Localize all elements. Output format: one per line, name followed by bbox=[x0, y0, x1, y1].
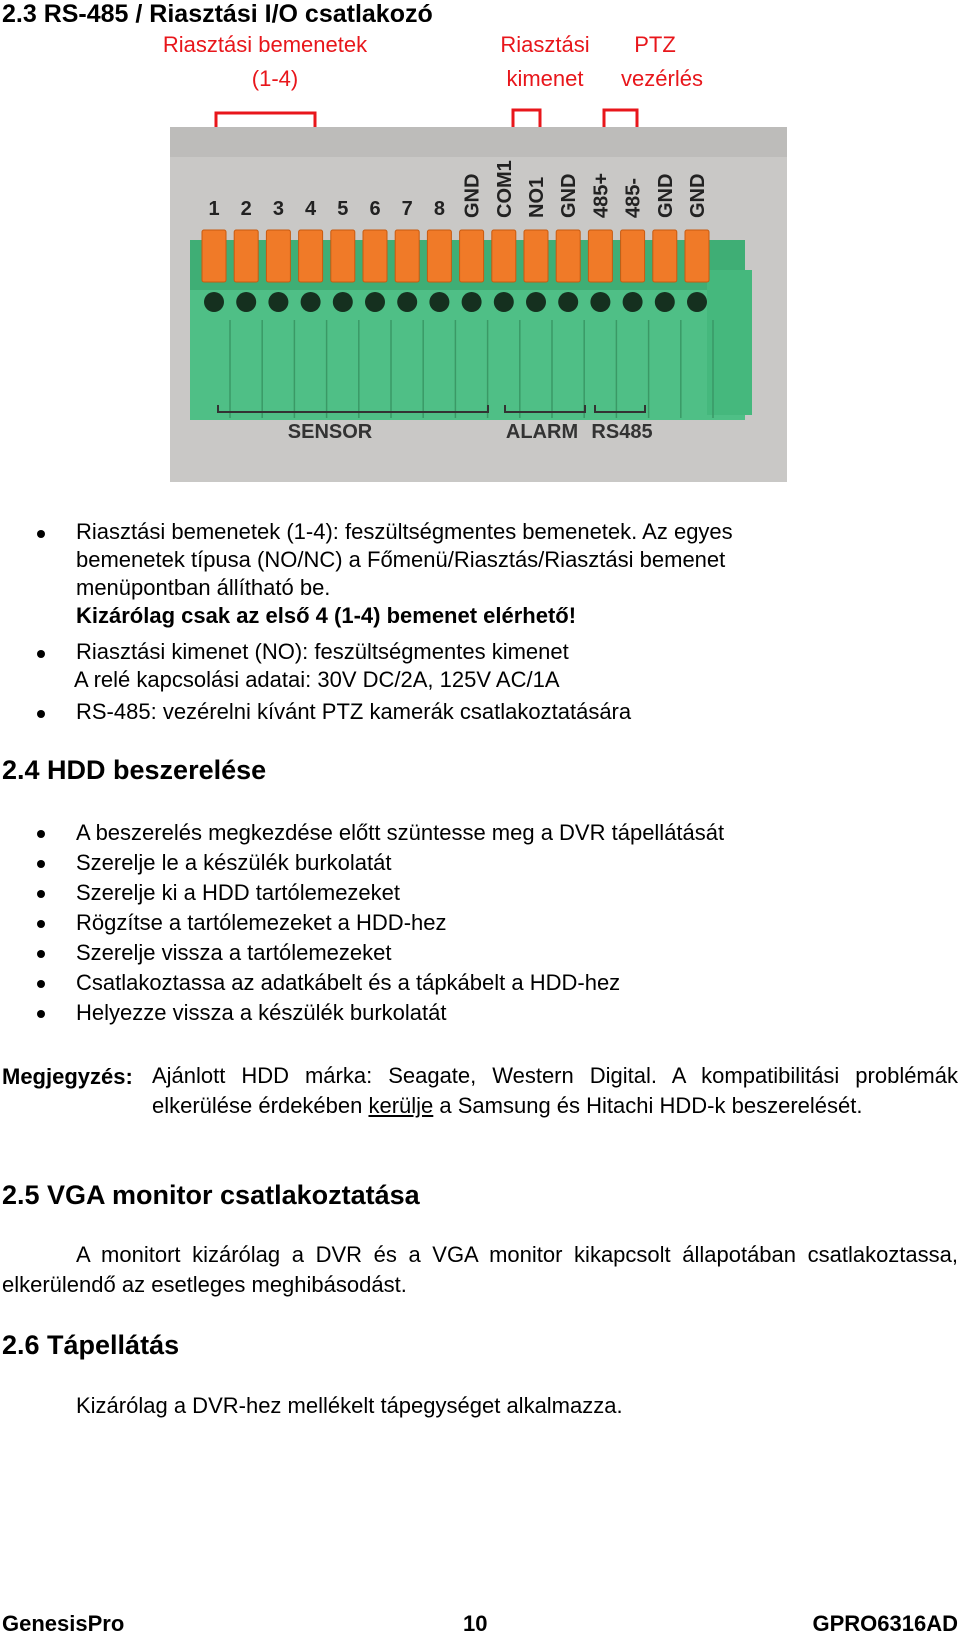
list-item bbox=[0, 518, 920, 638]
list-item bbox=[0, 848, 920, 878]
list-item bbox=[0, 818, 920, 848]
pin-hole bbox=[204, 292, 224, 312]
callout-inputs-line1: Riasztási bemenetek bbox=[162, 32, 368, 57]
pin-label: COM1 bbox=[493, 160, 516, 218]
pin-lever bbox=[363, 230, 387, 282]
bullet-text: Szerelje ki a HDD tartólemezeket bbox=[76, 880, 401, 905]
pin-hole bbox=[301, 292, 321, 312]
pin-lever bbox=[524, 230, 548, 282]
pin-hole bbox=[623, 292, 643, 312]
pin-lever bbox=[266, 230, 290, 282]
pin-lever bbox=[395, 230, 419, 282]
pin-lever bbox=[202, 230, 226, 282]
list-item bbox=[0, 968, 920, 998]
list-item bbox=[0, 698, 920, 726]
pin-label: GND bbox=[687, 173, 709, 218]
bullet-text: Csatlakoztassa az adatkábelt és a tápkábelt a HDD-hez bbox=[76, 970, 621, 995]
section-2-5-title: 2.5 VGA monitor csatlakoztatása bbox=[2, 1180, 420, 1210]
bullet-dot bbox=[37, 710, 45, 718]
pin-label: 3 bbox=[272, 198, 284, 220]
footer-brand: GenesisPro bbox=[2, 1611, 125, 1636]
callout-ptz-line1: PTZ bbox=[634, 32, 676, 57]
pin-hole bbox=[462, 292, 482, 312]
bullet-text: Riasztási bemenetek (1-4): feszültségmentes bemenetek. Az egyes bbox=[76, 519, 733, 544]
pin-hole bbox=[236, 292, 256, 312]
group-label-sensor: SENSOR bbox=[287, 421, 373, 443]
bullet-dot bbox=[37, 980, 45, 988]
bullet-dot bbox=[37, 830, 45, 838]
section-2-4-bullets bbox=[0, 818, 920, 1028]
bullet-dot bbox=[37, 950, 45, 958]
pin-label: 485- bbox=[622, 177, 645, 218]
bullet-text: bemenetek típusa (NO/NC) a Főmenü/Riasztás/Riasztási bemenet bbox=[76, 547, 726, 572]
connector-diagram bbox=[140, 30, 820, 485]
pin-lever bbox=[556, 230, 580, 282]
note-text bbox=[152, 1061, 958, 1121]
pin-lever bbox=[685, 230, 709, 282]
pin-hole bbox=[590, 292, 610, 312]
pin-hole bbox=[494, 292, 514, 312]
pin-hole bbox=[397, 292, 417, 312]
pin-hole bbox=[429, 292, 449, 312]
bullet-text: A relé kapcsolási adatai: 30V DC/2A, 125V AC/1A bbox=[74, 667, 560, 692]
pin-lever bbox=[621, 230, 645, 282]
pin-hole bbox=[687, 292, 707, 312]
pin-label: 485+ bbox=[590, 172, 613, 218]
pin-hole bbox=[526, 292, 546, 312]
group-label-rs485: RS485 bbox=[591, 421, 653, 443]
pin-label: GND bbox=[461, 173, 484, 218]
pin-hole bbox=[558, 292, 578, 312]
bullet-text: Szerelje le a készülék burkolatát bbox=[76, 850, 392, 875]
pin-lever bbox=[460, 230, 484, 282]
list-item bbox=[0, 908, 920, 938]
group-label-alarm: ALARM bbox=[505, 421, 579, 443]
list-item bbox=[0, 638, 920, 698]
note-label: Megjegyzés: bbox=[2, 1064, 133, 1089]
pin-lever bbox=[331, 230, 355, 282]
bullet-dot bbox=[37, 920, 45, 928]
pin-hole bbox=[655, 292, 675, 312]
list-item bbox=[0, 938, 920, 968]
note-text-part: a Samsung és Hitachi HDD-k beszerelését. bbox=[433, 1093, 863, 1118]
bullet-text: A beszerelés megkezdése előtt szüntesse meg a DVR tápellátását bbox=[76, 820, 725, 845]
bullet-dot bbox=[37, 650, 45, 658]
pin-label: GND bbox=[654, 173, 677, 218]
bullet-text: Rögzítse a tartólemezeket a HDD-hez bbox=[76, 910, 447, 935]
pin-lever bbox=[234, 230, 258, 282]
bullet-emphasis: Kizárólag csak az első 4 (1-4) bemenet elérhető! bbox=[76, 603, 577, 628]
pin-lever bbox=[299, 230, 323, 282]
bullet-text: RS-485: vezérelni kívánt PTZ kamerák csatlakoztatására bbox=[76, 699, 632, 724]
bullet-text: menüpontban állítható be. bbox=[76, 575, 331, 600]
pin-hole bbox=[268, 292, 288, 312]
callout-ptz-line2: vezérlés bbox=[621, 66, 703, 91]
pin-label: 7 bbox=[401, 198, 413, 220]
callout-output-line1: Riasztási bbox=[500, 32, 590, 57]
section-2-5-paragraph: A monitort kizárólag a DVR és a VGA monitor kikapcsolt állapotában csatlakoztassa, elkerülendő az esetleges meghibásodást. bbox=[2, 1242, 958, 1297]
pin-label: 8 bbox=[433, 198, 445, 220]
bullet-dot bbox=[37, 890, 45, 898]
pin-lever bbox=[427, 230, 451, 282]
note-underlined-word: kerülje bbox=[368, 1093, 434, 1118]
section-2-6-paragraph: Kizárólag a DVR-hez mellékelt tápegységet alkalmazza. bbox=[76, 1393, 623, 1418]
connector-figure bbox=[140, 30, 820, 485]
pin-label: 5 bbox=[337, 198, 349, 220]
pin-lever bbox=[653, 230, 677, 282]
pin-hole bbox=[365, 292, 385, 312]
bullet-dot bbox=[37, 530, 45, 538]
pin-lever bbox=[492, 230, 516, 282]
pin-label: 6 bbox=[369, 198, 381, 220]
section-2-3-title: 2.3 RS-485 / Riasztási I/O csatlakozó bbox=[2, 0, 433, 28]
callout-inputs-line2: (1-4) bbox=[251, 66, 299, 91]
pin-label: 2 bbox=[240, 198, 252, 220]
callout-output-line2: kimenet bbox=[506, 66, 584, 91]
bullet-dot bbox=[37, 860, 45, 868]
bullet-text: Riasztási kimenet (NO): feszültségmentes kimenet bbox=[76, 639, 569, 664]
pin-label: NO1 bbox=[526, 176, 548, 218]
list-item bbox=[0, 878, 920, 908]
pin-label: 4 bbox=[305, 198, 317, 220]
pin-label: GND bbox=[558, 173, 581, 218]
note-text-part: Ajánlott HDD márka: Seagate, Western Digital. A kompatibilitási problémák elkerülése érdekében bbox=[152, 1063, 958, 1118]
bullet-text: Helyezze vissza a készülék burkolatát bbox=[76, 1000, 447, 1025]
list-item bbox=[0, 998, 920, 1028]
bullet-text: Szerelje vissza a tartólemezeket bbox=[76, 940, 392, 965]
pin-lever bbox=[588, 230, 612, 282]
section-2-3-bullets bbox=[0, 518, 920, 726]
footer-model: GPRO6316AD bbox=[812, 1611, 958, 1636]
pin-label: 1 bbox=[208, 198, 220, 220]
section-2-4-title: 2.4 HDD beszerelése bbox=[2, 755, 267, 785]
bullet-dot bbox=[37, 1010, 45, 1018]
section-2-6-title: 2.6 Tápellátás bbox=[2, 1330, 180, 1360]
footer-page-number: 10 bbox=[463, 1611, 488, 1636]
pin-hole bbox=[333, 292, 353, 312]
